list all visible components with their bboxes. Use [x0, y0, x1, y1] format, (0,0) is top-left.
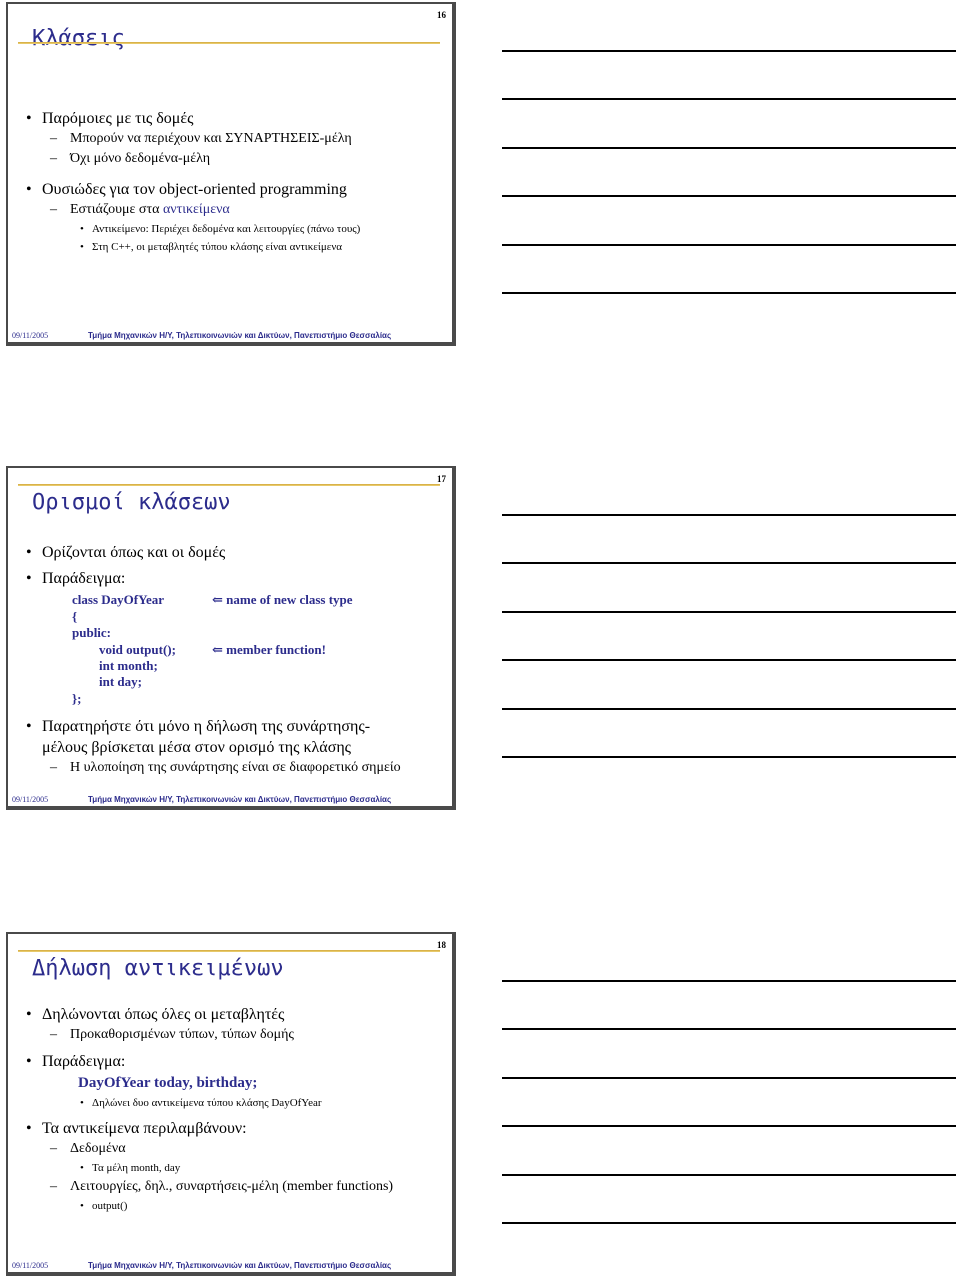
- slide-title: Κλάσεις: [32, 26, 125, 51]
- slide-number: 16: [437, 10, 446, 20]
- note-line: [502, 611, 956, 613]
- slide-content: [22, 1004, 444, 1215]
- code-line: int day;: [86, 674, 142, 689]
- code-line: public:: [72, 625, 112, 640]
- sub-bullet: – Η υλοποίηση της συνάρτησης είναι σε διαφορετικό σημείο: [22, 758, 444, 778]
- footer-department: Τμήμα Μηχανικών Η/Υ, Τηλεπικοινωνιών και Δικτύων, Πανεπιστήμιο Θεσσαλίας: [88, 795, 392, 804]
- note-line: [502, 1125, 956, 1127]
- title-rule: [18, 950, 440, 952]
- note-line: [502, 659, 956, 661]
- code-line: {: [72, 609, 78, 624]
- bullet: • Τα αντικείμενα περιλαμβάνουν:: [22, 1118, 444, 1139]
- note-line: [502, 98, 956, 100]
- bullet-line: μέλους βρίσκεται μέσα στον ορισμό της κλάσης: [42, 739, 352, 756]
- note-line: [502, 708, 956, 710]
- note-line: [502, 1077, 956, 1079]
- footer-date: 09/11/2005: [12, 795, 49, 804]
- note-line: [502, 756, 956, 758]
- slide-17: [6, 466, 456, 810]
- slide-number: 17: [437, 474, 446, 484]
- sub-sub-bullet: • Δηλώνει δυο αντικείμενα τύπου κλάσης DayOfYear: [22, 1094, 444, 1112]
- sub-sub-bullet: • Στη C++, οι μεταβλητές τύπου κλάσης είναι αντικείμενα: [22, 238, 444, 256]
- bullet: [22, 716, 444, 758]
- sub-bullet-text: Εστιάζουμε στα: [70, 202, 163, 217]
- bullet: • Παράδειγμα:: [22, 568, 444, 589]
- footer-date: 09/11/2005: [12, 331, 49, 340]
- slide-18: [6, 932, 456, 1276]
- bullet: • Ουσιώδες για τον object-oriented programming: [22, 179, 444, 200]
- note-line: [502, 292, 956, 294]
- slide-16: [6, 2, 456, 346]
- code-line: void output();: [86, 642, 176, 657]
- footer-department: Τμήμα Μηχανικών Η/Υ, Τηλεπικοινωνιών και Δικτύων, Πανεπιστήμιο Θεσσαλίας: [88, 331, 392, 340]
- left-arrow-icon: ⇐: [212, 642, 227, 657]
- sub-bullet: – Δεδομένα: [22, 1139, 444, 1159]
- code-line: DayOfYear today, birthday;: [78, 1075, 258, 1091]
- slide-title: Δήλωση αντικειμένων: [32, 956, 284, 981]
- bullet: • Παράδειγμα:: [22, 1051, 444, 1072]
- bullet: • Παρόμοιες με τις δομές: [22, 108, 444, 129]
- accent-text: αντικείμενα: [162, 202, 230, 217]
- note-line: [502, 244, 956, 246]
- sub-bullet: – Λειτουργίες, δηλ., συναρτήσεις-μέλη (member functions): [22, 1177, 444, 1197]
- note-line: [502, 562, 956, 564]
- slide-title: Ορισμοί κλάσεων: [32, 490, 231, 515]
- code-line: class DayOfYear: [72, 592, 165, 607]
- footer-date: 09/11/2005: [12, 1261, 49, 1270]
- note-line: [502, 1028, 956, 1030]
- code-line: int month;: [86, 658, 158, 673]
- footer-department: Τμήμα Μηχανικών Η/Υ, Τηλεπικοινωνιών και Δικτύων, Πανεπιστήμιο Θεσσαλίας: [88, 1261, 392, 1270]
- sub-bullet: [22, 200, 444, 220]
- note-line: [502, 1222, 956, 1224]
- note-line: [502, 514, 956, 516]
- annotation-name: ⇐ name of new class type: [212, 592, 353, 607]
- note-line: [502, 147, 956, 149]
- sub-bullet: – Προκαθορισμένων τύπων, τύπων δομής: [22, 1025, 444, 1045]
- title-rule: [18, 42, 440, 44]
- note-line: [502, 50, 956, 52]
- sub-sub-bullet: • Αντικείμενο: Περιέχει δεδομένα και λειτουργίες (πάνω τους): [22, 220, 444, 238]
- sub-bullet: – Όχι μόνο δεδομένα-μέλη: [22, 149, 444, 169]
- bullet-line: Παρατηρήστε ότι μόνο η δήλωση της συνάρτησης-: [42, 718, 371, 735]
- sub-sub-bullet: • output(): [22, 1197, 444, 1215]
- annotation-member: ⇐ member function!: [212, 642, 326, 657]
- sub-bullet: – Μπορούν να περιέχουν και ΣΥΝΑΡΤΗΣΕΙΣ-μέλη: [22, 129, 444, 149]
- slide-number: 18: [437, 940, 446, 950]
- note-line: [502, 1174, 956, 1176]
- code-block: [22, 592, 444, 710]
- title-rule: [18, 484, 440, 486]
- bullet: • Δηλώνονται όπως όλες οι μεταβλητές: [22, 1004, 444, 1025]
- note-line: [502, 195, 956, 197]
- bullet: • Ορίζονται όπως και οι δομές: [22, 542, 444, 563]
- code-line: };: [72, 691, 82, 706]
- left-arrow-icon: ⇐: [212, 592, 227, 607]
- slide-content: [22, 542, 444, 778]
- note-line: [502, 980, 956, 982]
- sub-sub-bullet: • Τα μέλη month, day: [22, 1159, 444, 1177]
- slide-content: [22, 108, 444, 256]
